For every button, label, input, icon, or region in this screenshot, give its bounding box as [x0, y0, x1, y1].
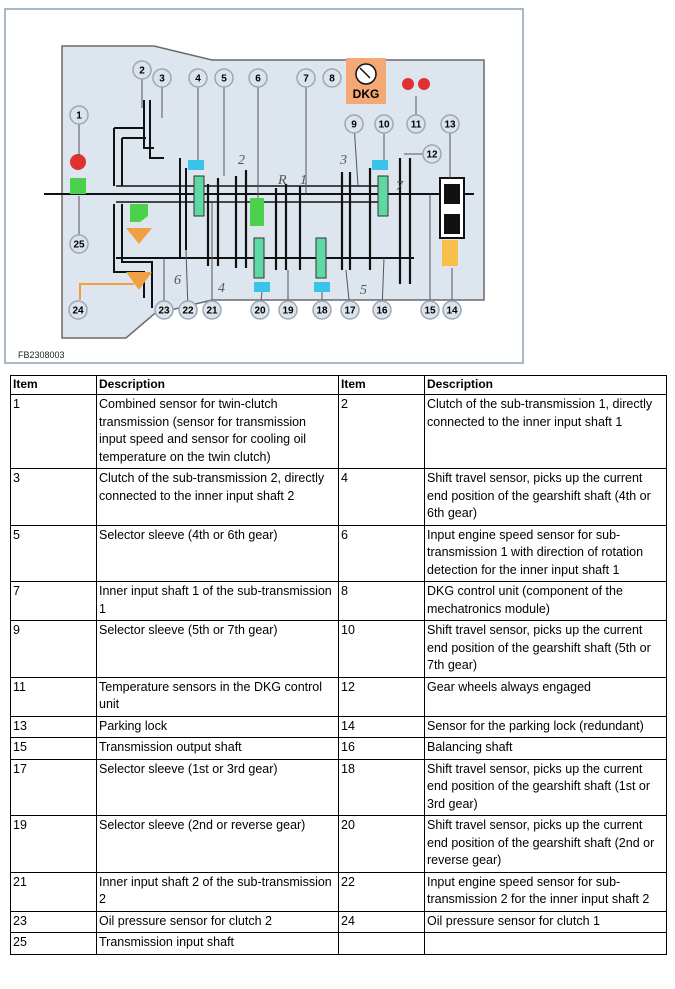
item-number-cell: 1: [11, 395, 97, 469]
svg-text:2: 2: [139, 65, 145, 77]
callout-24: [69, 301, 87, 319]
gear-label-6: 6: [174, 273, 181, 288]
description-cell: Sensor for the parking lock (redundant): [425, 716, 667, 738]
item-number-cell: 14: [339, 716, 425, 738]
description-cell: Selector sleeve (5th or 7th gear): [97, 621, 339, 678]
callout-23: [155, 301, 173, 319]
item-number-cell: 4: [339, 469, 425, 526]
parking-lock: [440, 178, 464, 238]
selector-sleeve-5-7: [378, 176, 388, 216]
description-cell: Shift travel sensor, picks up the current end position of the gearshift shaft (5th or 7th gear): [425, 621, 667, 678]
table-row: [11, 582, 667, 621]
callout-17: [341, 301, 359, 319]
item-number-cell: 20: [339, 816, 425, 873]
svg-text:14: 14: [446, 305, 458, 317]
svg-text:22: 22: [182, 305, 194, 317]
shift-sensor-5-7: [372, 160, 388, 170]
table-row: [11, 759, 667, 816]
svg-text:11: 11: [410, 119, 422, 131]
svg-text:21: 21: [206, 305, 218, 317]
callout-6: [249, 69, 267, 87]
gear-label-5: 5: [360, 283, 367, 298]
description-cell: Input engine speed sensor for sub-transmission 1 with direction of rotation detection for the inner input shaft 1: [425, 525, 667, 582]
item-number-cell: 22: [339, 872, 425, 911]
gear-label-2: 2: [238, 153, 245, 168]
description-cell: Selector sleeve (4th or 6th gear): [97, 525, 339, 582]
description-cell: Temperature sensors in the DKG control unit: [97, 677, 339, 716]
gear-label-r: R: [278, 173, 287, 188]
temperature-sensor-b: [418, 78, 430, 90]
svg-text:5: 5: [221, 73, 227, 85]
item-number-cell: 23: [11, 911, 97, 933]
description-cell: Oil pressure sensor for clutch 1: [425, 911, 667, 933]
callout-20: [251, 301, 269, 319]
description-cell: Transmission input shaft: [97, 933, 339, 955]
dkg-control-unit: [346, 58, 386, 104]
header-description-2: Description: [425, 376, 667, 395]
svg-text:24: 24: [72, 305, 84, 317]
callout-15: [421, 301, 439, 319]
gear-label-3: 3: [340, 153, 347, 168]
svg-text:25: 25: [73, 239, 85, 251]
callout-16: [373, 301, 391, 319]
description-cell: Clutch of the sub-transmission 1, directly connected to the inner input shaft 1: [425, 395, 667, 469]
table-row: [11, 933, 667, 955]
selector-sleeve-4-6: [194, 176, 204, 216]
gear-label-7: 7: [396, 179, 403, 194]
svg-text:4: 4: [195, 73, 201, 85]
callout-12: [423, 145, 441, 163]
selector-sleeve-1-3: [316, 238, 326, 278]
gear-label-4: 4: [218, 281, 225, 296]
shift-sensor-4-6: [188, 160, 204, 170]
item-number-cell: 18: [339, 759, 425, 816]
description-cell: Inner input shaft 1 of the sub-transmission 1: [97, 582, 339, 621]
callout-21: [203, 301, 221, 319]
item-number-cell: 2: [339, 395, 425, 469]
item-number-cell: [339, 933, 425, 955]
svg-text:17: 17: [344, 305, 356, 317]
table-row: [11, 716, 667, 738]
item-number-cell: 24: [339, 911, 425, 933]
item-number-cell: 17: [11, 759, 97, 816]
callout-9: [345, 115, 363, 133]
table-row: [11, 738, 667, 760]
shift-sensor-1-3: [314, 282, 330, 292]
table-row: [11, 872, 667, 911]
item-number-cell: 7: [11, 582, 97, 621]
table-row: [11, 677, 667, 716]
callout-5: [215, 69, 233, 87]
description-cell: DKG control unit (component of the mechatronics module): [425, 582, 667, 621]
callout-8: [323, 69, 341, 87]
description-cell: Inner input shaft 2 of the sub-transmission 2: [97, 872, 339, 911]
item-number-cell: 13: [11, 716, 97, 738]
item-number-cell: 3: [11, 469, 97, 526]
callout-25: [70, 235, 88, 253]
speed-sensor-1: [250, 198, 264, 226]
item-number-cell: 12: [339, 677, 425, 716]
transmission-diagram: [4, 8, 524, 364]
callout-2: [133, 61, 151, 79]
svg-text:13: 13: [444, 119, 456, 131]
gear-label-1: 1: [300, 173, 307, 188]
svg-text:15: 15: [424, 305, 436, 317]
svg-text:8: 8: [329, 73, 335, 85]
svg-text:3: 3: [159, 73, 165, 85]
shift-sensor-2-r: [254, 282, 270, 292]
svg-text:10: 10: [378, 119, 390, 131]
svg-text:20: 20: [254, 305, 266, 317]
description-cell: Selector sleeve (2nd or reverse gear): [97, 816, 339, 873]
description-cell: Oil pressure sensor for clutch 2: [97, 911, 339, 933]
callout-7: [297, 69, 315, 87]
table-row: [11, 621, 667, 678]
item-number-cell: 15: [11, 738, 97, 760]
callout-13: [441, 115, 459, 133]
svg-text:12: 12: [426, 149, 438, 161]
callout-19: [279, 301, 297, 319]
svg-text:7: 7: [303, 73, 309, 85]
selector-sleeve-2-r: [254, 238, 264, 278]
header-item-2: Item: [339, 376, 425, 395]
callout-14: [443, 301, 461, 319]
description-cell: Shift travel sensor, picks up the current end position of the gearshift shaft (4th or 6th gear): [425, 469, 667, 526]
description-cell: Balancing shaft: [425, 738, 667, 760]
temperature-indicator: [70, 154, 86, 170]
table-row: [11, 911, 667, 933]
figure-id: FB2308003: [18, 350, 65, 360]
item-number-cell: 19: [11, 816, 97, 873]
description-cell: Combined sensor for twin-clutch transmission (sensor for transmission input speed and sensor for cooling oil temperature on the twin clutch): [97, 395, 339, 469]
header-description-1: Description: [97, 376, 339, 395]
callout-11: [407, 115, 425, 133]
description-cell: Gear wheels always engaged: [425, 677, 667, 716]
description-cell: Shift travel sensor, picks up the current end position of the gearshift shaft (1st or 3rd gear): [425, 759, 667, 816]
transmission-housing: [62, 46, 484, 338]
svg-text:18: 18: [316, 305, 328, 317]
item-number-cell: 10: [339, 621, 425, 678]
description-cell: Transmission output shaft: [97, 738, 339, 760]
description-cell: Shift travel sensor, picks up the current end position of the gearshift shaft (2nd or reverse gear): [425, 816, 667, 873]
table-header-row: [11, 376, 667, 395]
description-cell: Clutch of the sub-transmission 2, directly connected to the inner input shaft 2: [97, 469, 339, 526]
callout-22: [179, 301, 197, 319]
table-row: [11, 816, 667, 873]
table-row: [11, 395, 667, 469]
svg-text:23: 23: [158, 305, 170, 317]
callout-18: [313, 301, 331, 319]
svg-text:9: 9: [351, 119, 357, 131]
svg-text:1: 1: [76, 110, 82, 122]
item-number-cell: 25: [11, 933, 97, 955]
description-cell: [425, 933, 667, 955]
description-cell: Selector sleeve (1st or 3rd gear): [97, 759, 339, 816]
item-number-cell: 9: [11, 621, 97, 678]
dkg-label: DKG: [352, 87, 380, 101]
combined-sensor: [70, 178, 86, 194]
temperature-sensor-a: [402, 78, 414, 90]
description-cell: Input engine speed sensor for sub-transmission 2 for the inner input shaft 2: [425, 872, 667, 911]
svg-text:19: 19: [282, 305, 294, 317]
parking-lock-sensor: [442, 240, 458, 266]
callout-10: [375, 115, 393, 133]
callout-3: [153, 69, 171, 87]
item-number-cell: 21: [11, 872, 97, 911]
item-number-cell: 11: [11, 677, 97, 716]
legend-table: [10, 375, 667, 955]
item-number-cell: 16: [339, 738, 425, 760]
svg-text:16: 16: [376, 305, 388, 317]
item-number-cell: 8: [339, 582, 425, 621]
item-number-cell: 5: [11, 525, 97, 582]
svg-text:6: 6: [255, 73, 261, 85]
description-cell: Parking lock: [97, 716, 339, 738]
table-row: [11, 469, 667, 526]
item-number-cell: 6: [339, 525, 425, 582]
table-row: [11, 525, 667, 582]
header-item-1: Item: [11, 376, 97, 395]
callout-4: [189, 69, 207, 87]
callout-1: [70, 106, 88, 124]
